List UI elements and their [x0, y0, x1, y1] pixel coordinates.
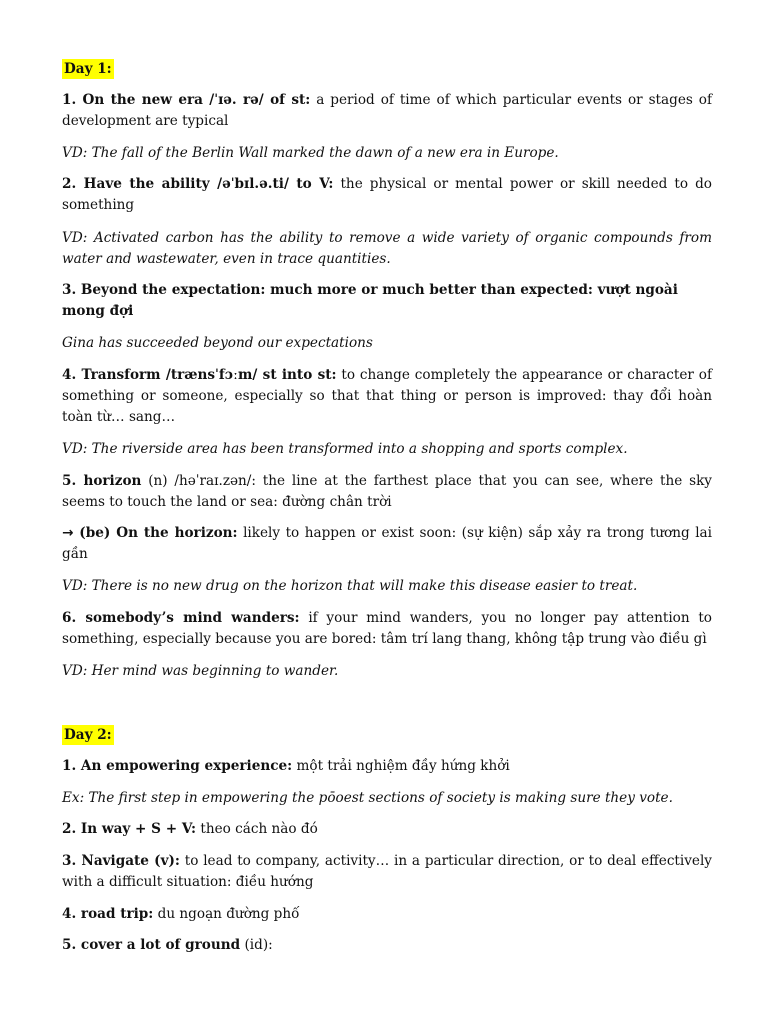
definition: một trải nghiệm đầy hứng khởi	[292, 758, 510, 774]
arrow-right-icon: →	[62, 525, 74, 541]
example-new-era: VD: The fall of the Berlin Wall marked the dawn of a new era in Europe.	[62, 145, 559, 161]
entry-horizon	[62, 471, 712, 513]
entry-mind-wanders	[62, 608, 712, 650]
entry-in-way	[62, 819, 712, 840]
definition: likely to happen or exist soon: (sự kiện) sắp xảy ra trong tương lai gần	[62, 525, 713, 562]
definition: theo cách nào đó	[196, 821, 318, 837]
entry-new-era	[62, 90, 712, 132]
definition: to change completely the appearance or character of something or someone, especially so that that thing or person is improved: thay đổi hoàn toàn từ… sang…	[62, 367, 712, 425]
term: (be) On the horizon:	[73, 525, 238, 541]
entry-empowering-experience	[62, 756, 712, 777]
example-empowering: Ex: The first step in empowering the pōoest sections of society is making sure they vote.	[62, 790, 673, 806]
entry-on-the-horizon	[62, 523, 712, 565]
definition: du ngoạn đường phố	[153, 906, 300, 922]
definition: (n) /həˈraɪ.zən/: the line at the farthest place that you can see, where the sky seems to touch the land or sea: đường chân trời	[62, 473, 712, 510]
entry-navigate	[62, 851, 712, 893]
definition: the physical or mental power or skill needed to do something	[62, 176, 712, 213]
term: 4. Transform /trænsˈfɔːm/ st into st:	[62, 367, 337, 383]
example-transform: VD: The riverside area has been transformed into a shopping and sports complex.	[62, 441, 628, 457]
example-mind-wanders: VD: Her mind was beginning to wander.	[62, 663, 339, 679]
term: 2. In way + S + V:	[62, 821, 197, 837]
entry-beyond-expectation: 3. Beyond the expectation: much more or much better than expected: vượt ngoài mong đợi	[62, 282, 678, 319]
definition: if your mind wanders, you no longer pay attention to something, especially because you are bored: tâm trí lang thang, không tập trung vào điều gì	[62, 610, 712, 647]
entry-ability	[62, 174, 712, 216]
definition: (id):	[240, 937, 273, 953]
term: 3. Navigate (v):	[62, 853, 180, 869]
term: 4. road trip:	[62, 906, 154, 922]
definition: a period of time of which particular events or stages of development are typical	[62, 92, 712, 129]
definition: to lead to company, activity… in a particular direction, or to deal effectively with a difficult situation: điều hướng	[62, 853, 712, 890]
example-ability: VD: Activated carbon has the ability to remove a wide variety of organic compounds from water and wastewater, even in trace quantities.	[62, 230, 712, 267]
term: 6. somebody’s mind wanders:	[62, 610, 300, 626]
entry-road-trip	[62, 904, 712, 925]
term: 2. Have the ability /əˈbɪl.ə.ti/ to V:	[62, 176, 334, 192]
term: 5. horizon	[62, 473, 142, 489]
term: 1. On the new era /ˈɪə. rə/ of st:	[62, 92, 311, 108]
example-horizon: VD: There is no new drug on the horizon that will make this disease easier to treat.	[62, 578, 638, 594]
example-beyond-expectation: Gina has succeeded beyond our expectations	[62, 335, 373, 351]
term: 5. cover a lot of ground	[62, 937, 241, 953]
entry-transform	[62, 365, 712, 428]
term: 1. An empowering experience:	[62, 758, 293, 774]
day-1-heading: Day 1:	[64, 61, 112, 77]
day-2-heading: Day 2:	[64, 727, 112, 743]
entry-cover-ground	[62, 935, 712, 956]
